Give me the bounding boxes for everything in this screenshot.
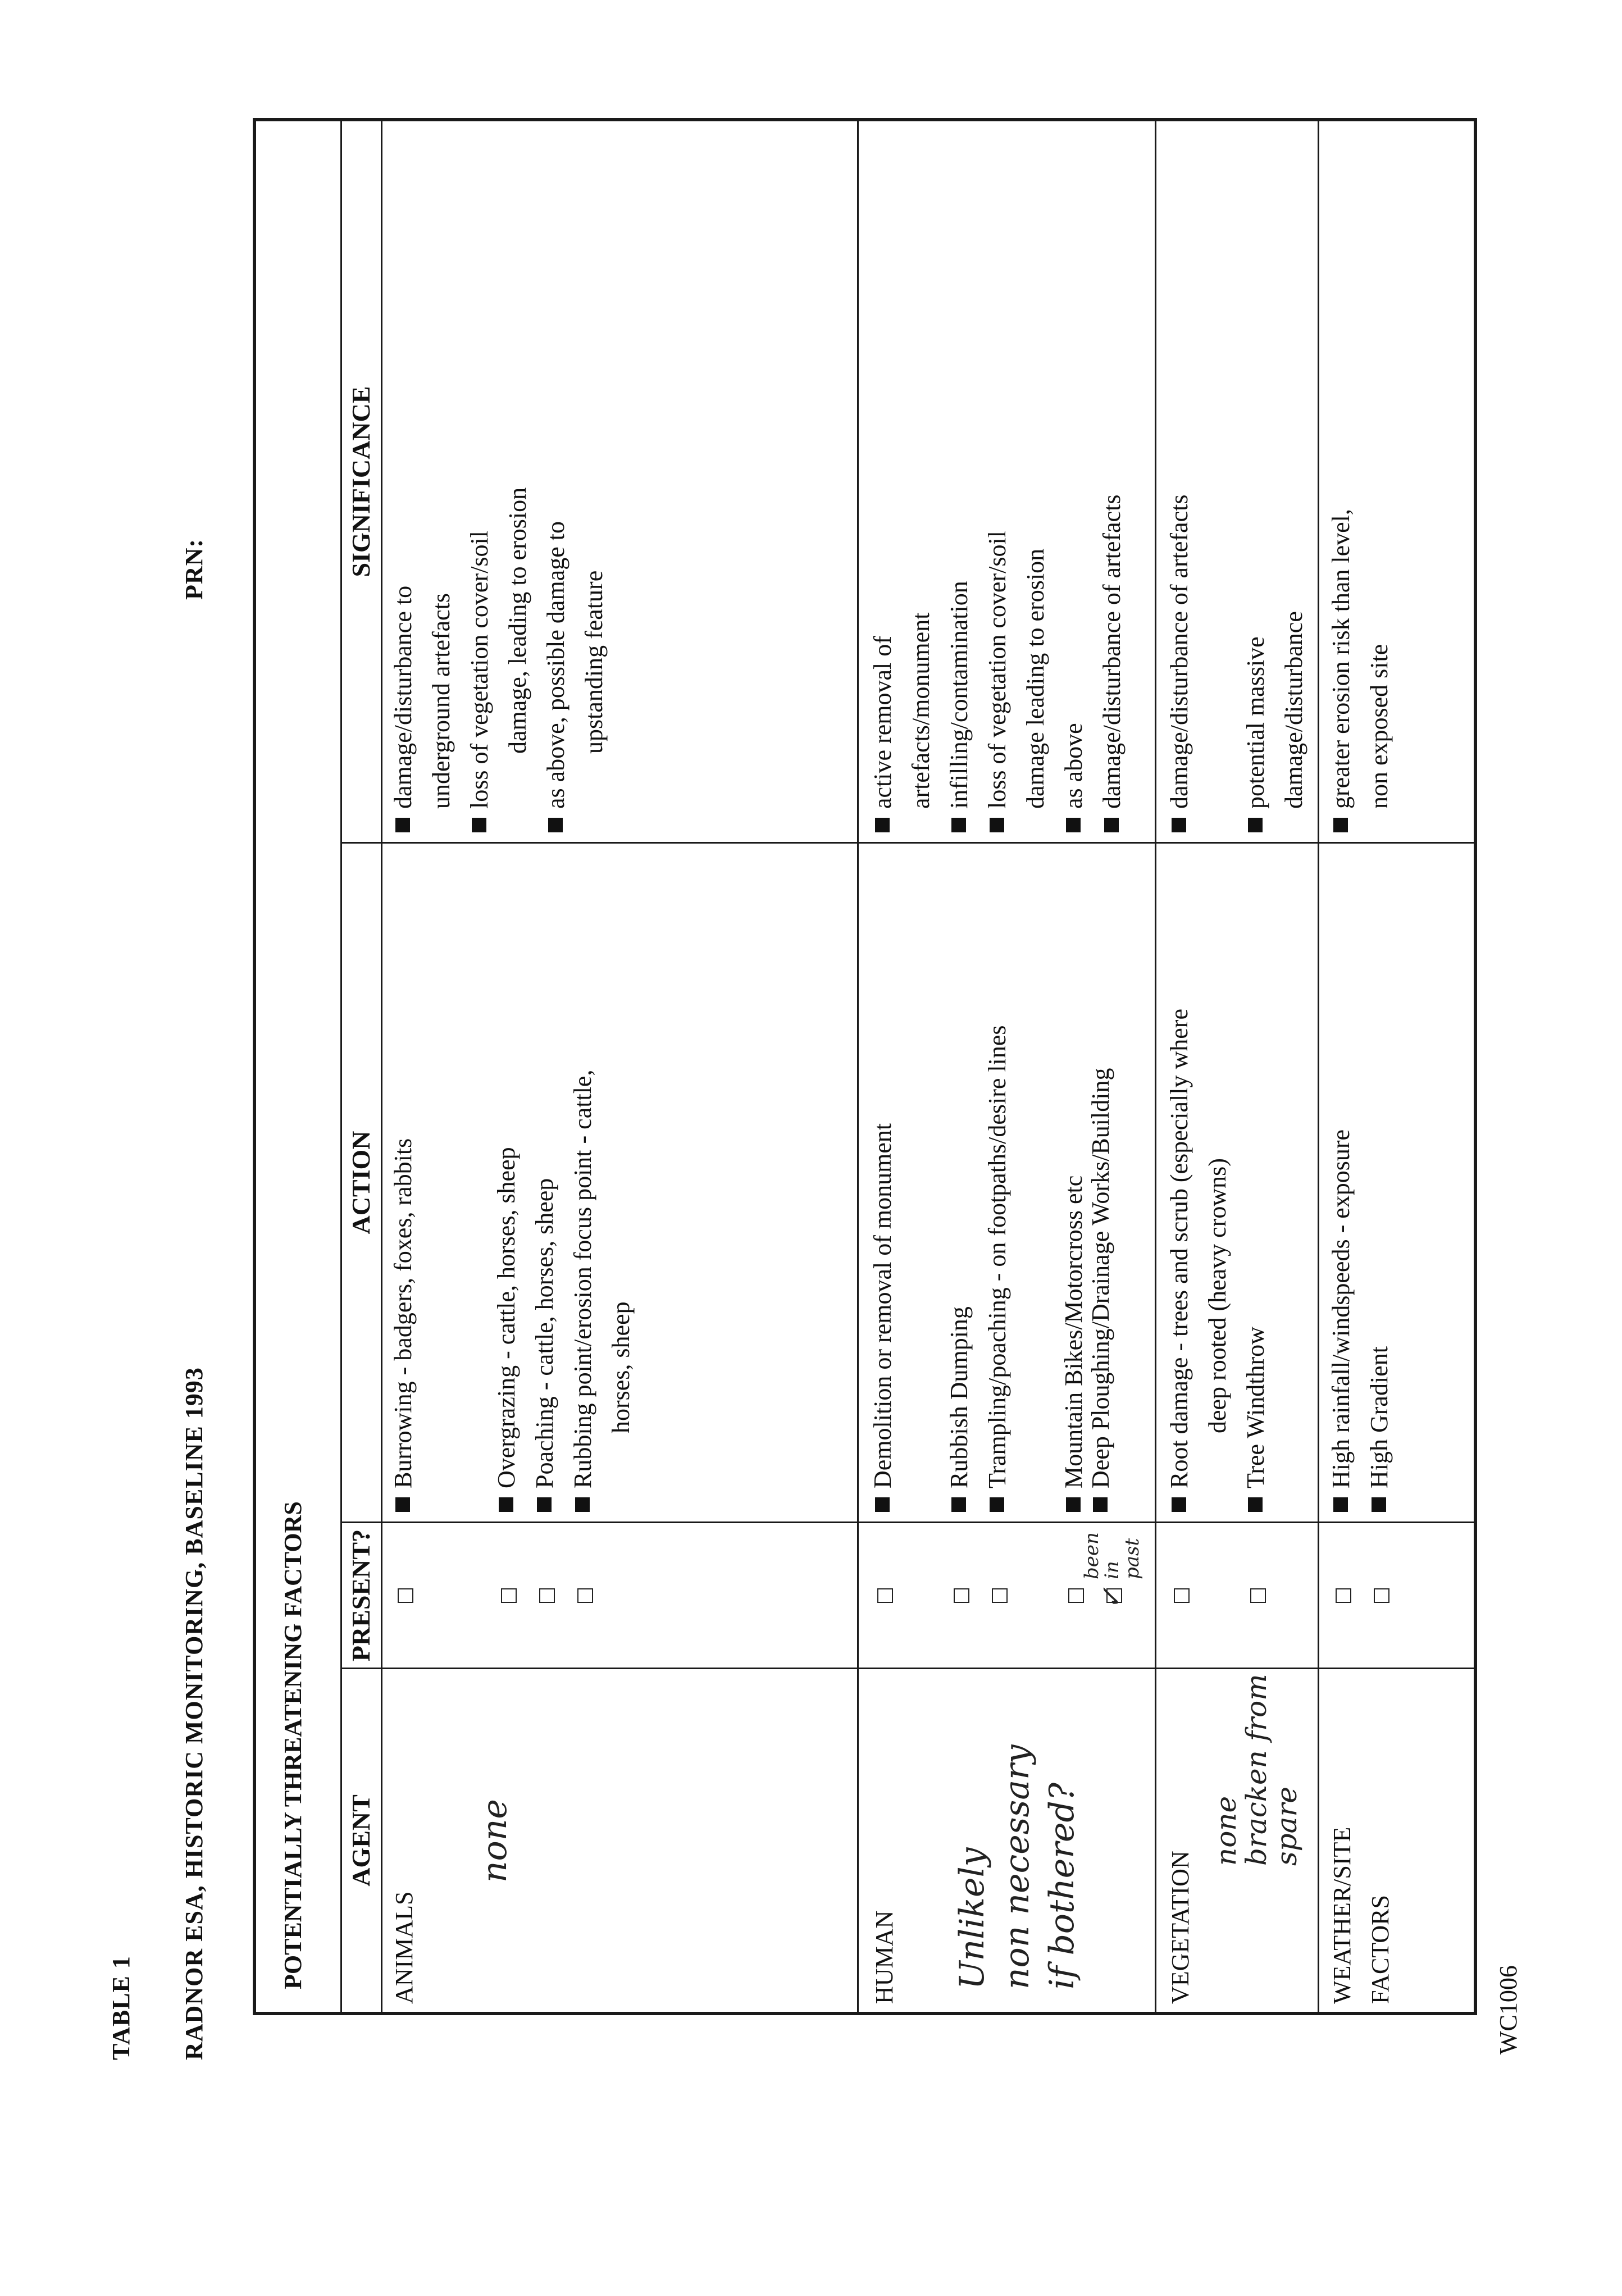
sig-text: infilling/contamination bbox=[945, 581, 973, 809]
sig-animals-1 bbox=[384, 586, 422, 832]
handwritten-human-note-3: if bothered? bbox=[1042, 1782, 1082, 1989]
action-text: Demolition or removal of monument bbox=[869, 1123, 896, 1488]
check-mark-icon: ✓ bbox=[1096, 1587, 1127, 1610]
action-windthrow bbox=[1237, 1327, 1275, 1512]
present-note-line: been bbox=[1081, 1532, 1103, 1579]
action-text: High Gradient bbox=[1365, 1346, 1393, 1488]
footer-code: WC1006 bbox=[1495, 1965, 1522, 2054]
agent-animals: ANIMALS bbox=[390, 1891, 418, 2004]
bullet-marker bbox=[1104, 818, 1119, 832]
action-rubbing-cont: horses, sheep bbox=[607, 1301, 635, 1433]
action-rubbing bbox=[564, 1070, 602, 1512]
action-rubbish bbox=[940, 1306, 978, 1512]
handwritten-vegetation-note bbox=[1211, 1674, 1302, 1866]
header-significance: SIGNIFICANCE bbox=[347, 386, 375, 577]
bullet-marker bbox=[951, 1497, 966, 1512]
bullet-marker bbox=[1172, 1497, 1186, 1512]
present-checkbox-mountain-bikes[interactable] bbox=[1068, 1588, 1084, 1603]
handwritten-line: spare bbox=[1270, 1787, 1303, 1866]
sig-animals-2-cont: damage, leading to erosion bbox=[504, 487, 531, 754]
action-text: Poaching - cattle, horses, sheep bbox=[531, 1178, 558, 1488]
action-text: Rubbish Dumping bbox=[945, 1306, 973, 1488]
present-checkbox-gradient[interactable] bbox=[1374, 1588, 1389, 1603]
sig-human-5 bbox=[1093, 495, 1131, 833]
table-label: TABLE 1 bbox=[107, 1956, 135, 2060]
sig-text: as above, possible damage to bbox=[542, 521, 569, 809]
present-checkbox-rainfall[interactable] bbox=[1336, 1588, 1351, 1603]
handwritten-human-note-1: Unlikely bbox=[953, 1847, 992, 1989]
present-checkbox-overgrazing[interactable] bbox=[501, 1588, 517, 1603]
action-root-damage bbox=[1160, 1009, 1199, 1512]
present-checkbox-poaching[interactable] bbox=[539, 1588, 555, 1603]
threat-table bbox=[253, 118, 1477, 2015]
header-present: PRESENT? bbox=[347, 1529, 375, 1662]
sig-human-3-cont: damage leading to erosion bbox=[1022, 548, 1049, 809]
action-gradient bbox=[1360, 1346, 1398, 1512]
action-poaching bbox=[526, 1178, 564, 1512]
present-checkbox-windthrow[interactable] bbox=[1250, 1588, 1266, 1603]
bullet-marker bbox=[472, 818, 486, 832]
present-note-been-in-past bbox=[1082, 1532, 1142, 1579]
bullet-marker bbox=[1333, 818, 1348, 832]
action-rainfall bbox=[1322, 1129, 1360, 1512]
present-checkbox-trampling[interactable] bbox=[992, 1588, 1008, 1603]
sig-animals-1-cont: underground artefacts bbox=[427, 593, 455, 809]
present-note-line: past bbox=[1121, 1538, 1143, 1579]
bullet-marker bbox=[1066, 1497, 1081, 1512]
header-top-rule bbox=[340, 121, 342, 2012]
agent-vegetation: VEGETATION bbox=[1167, 1851, 1194, 2004]
bullet-marker bbox=[875, 1497, 890, 1512]
bullet-marker bbox=[990, 818, 1004, 832]
sig-text: loss of vegetation cover/soil bbox=[983, 531, 1011, 809]
bullet-marker bbox=[499, 1497, 513, 1512]
sig-human-1-cont: artefacts/monument bbox=[907, 612, 935, 809]
header-agent: AGENT bbox=[347, 1794, 375, 1887]
bullet-marker bbox=[1248, 1497, 1263, 1512]
col-sep-1 bbox=[340, 1668, 1477, 1669]
prn-label: PRN: bbox=[180, 538, 208, 600]
sig-text: potential massive bbox=[1242, 636, 1269, 809]
row-sep-animals-human bbox=[857, 121, 859, 2012]
bullet-marker bbox=[1066, 818, 1081, 832]
action-overgrazing bbox=[487, 1147, 526, 1512]
action-root-damage-cont: deep rooted (heavy crowns) bbox=[1204, 1158, 1231, 1433]
bullet-marker bbox=[875, 818, 890, 832]
sig-veg-1 bbox=[1160, 495, 1199, 833]
agent-weather-line1: WEATHER/SITE bbox=[1328, 1826, 1356, 2004]
bullet-marker bbox=[575, 1497, 590, 1512]
handwritten-human-note-2: non necessary bbox=[997, 1744, 1037, 1989]
bullet-marker bbox=[1372, 1497, 1386, 1512]
bullet-marker bbox=[537, 1497, 552, 1512]
bullet-marker bbox=[395, 1497, 410, 1512]
sig-animals-2 bbox=[461, 531, 499, 832]
action-burrowing bbox=[384, 1138, 422, 1512]
section-title: POTENTIALLY THREATENING FACTORS bbox=[279, 1501, 307, 1989]
header-bottom-rule bbox=[381, 121, 382, 2012]
bullet-marker bbox=[1248, 818, 1263, 832]
bullet-marker bbox=[1093, 1497, 1108, 1512]
agent-weather-line2: FACTORS bbox=[1366, 1894, 1394, 2004]
row-sep-human-veg bbox=[1155, 121, 1156, 2012]
sig-human-1 bbox=[864, 636, 902, 832]
action-demolition bbox=[864, 1123, 902, 1512]
sig-animals-3 bbox=[537, 521, 575, 832]
document-title: RADNOR ESA, HISTORIC MONITORING, BASELINE 1993 bbox=[180, 1367, 208, 2060]
bullet-marker bbox=[951, 818, 966, 832]
sig-human-2 bbox=[940, 581, 978, 832]
sig-veg-2-cont: damage/disturbance bbox=[1280, 611, 1307, 809]
sig-text: greater erosion risk than level, bbox=[1327, 509, 1355, 809]
action-text: Rubbing point/erosion focus point - cattle, bbox=[569, 1069, 596, 1488]
action-text: Root damage - trees and scrub (especially where bbox=[1165, 1009, 1193, 1488]
action-text: Tree Windthrow bbox=[1242, 1327, 1269, 1488]
sig-text: damage/disturbance of artefacts bbox=[1165, 494, 1193, 809]
action-text: High rainfall/windspeeds - exposure bbox=[1327, 1129, 1355, 1488]
sig-weather-1-cont: non exposed site bbox=[1365, 644, 1393, 809]
sig-text: damage/disturbance to bbox=[389, 585, 417, 809]
present-checkbox-burrowing[interactable] bbox=[398, 1588, 413, 1603]
present-checkbox-rubbing[interactable] bbox=[577, 1588, 593, 1603]
agent-human: HUMAN bbox=[871, 1910, 898, 2004]
sig-text: damage/disturbance of artefacts bbox=[1098, 494, 1126, 809]
handwritten-line: bracken from bbox=[1240, 1674, 1273, 1866]
sig-human-4 bbox=[1055, 723, 1093, 832]
action-text: Mountain Bikes/Motorcross etc bbox=[1060, 1175, 1087, 1488]
bullet-marker bbox=[1172, 818, 1186, 832]
sig-animals-3-cont: upstanding feature bbox=[580, 570, 608, 754]
sig-veg-2 bbox=[1237, 636, 1275, 832]
bullet-marker bbox=[548, 818, 563, 832]
action-text: Overgrazing - cattle, horses, sheep bbox=[493, 1147, 520, 1488]
action-text: Trampling/poaching - on footpaths/desire lines bbox=[983, 1025, 1011, 1488]
handwritten-animals-note: none bbox=[475, 1799, 514, 1883]
present-note-line: in bbox=[1101, 1561, 1123, 1579]
present-checkbox-rubbish[interactable] bbox=[954, 1588, 969, 1603]
row-sep-veg-weather bbox=[1318, 121, 1319, 2012]
col-sep-2 bbox=[340, 1521, 1477, 1523]
action-text: Burrowing - badgers, foxes, rabbits bbox=[389, 1138, 417, 1488]
bullet-marker bbox=[395, 818, 410, 832]
sig-human-3 bbox=[978, 531, 1017, 832]
sig-text: as above bbox=[1060, 723, 1087, 809]
action-trampling bbox=[978, 1026, 1017, 1512]
sig-weather-1 bbox=[1322, 509, 1360, 832]
sig-text: active removal of bbox=[869, 636, 896, 809]
action-text: Deep Ploughing/Drainage Works/Building bbox=[1087, 1068, 1114, 1488]
header-action: ACTION bbox=[347, 1131, 375, 1234]
action-deep-ploughing bbox=[1082, 1068, 1120, 1512]
col-sep-3 bbox=[340, 842, 1477, 844]
present-checkbox-root-damage[interactable] bbox=[1174, 1588, 1190, 1603]
bullet-marker bbox=[1333, 1497, 1348, 1512]
present-checkbox-demolition[interactable] bbox=[877, 1588, 893, 1603]
bullet-marker bbox=[990, 1497, 1004, 1512]
handwritten-line: none bbox=[1210, 1796, 1242, 1866]
sig-text: loss of vegetation cover/soil bbox=[466, 531, 493, 809]
